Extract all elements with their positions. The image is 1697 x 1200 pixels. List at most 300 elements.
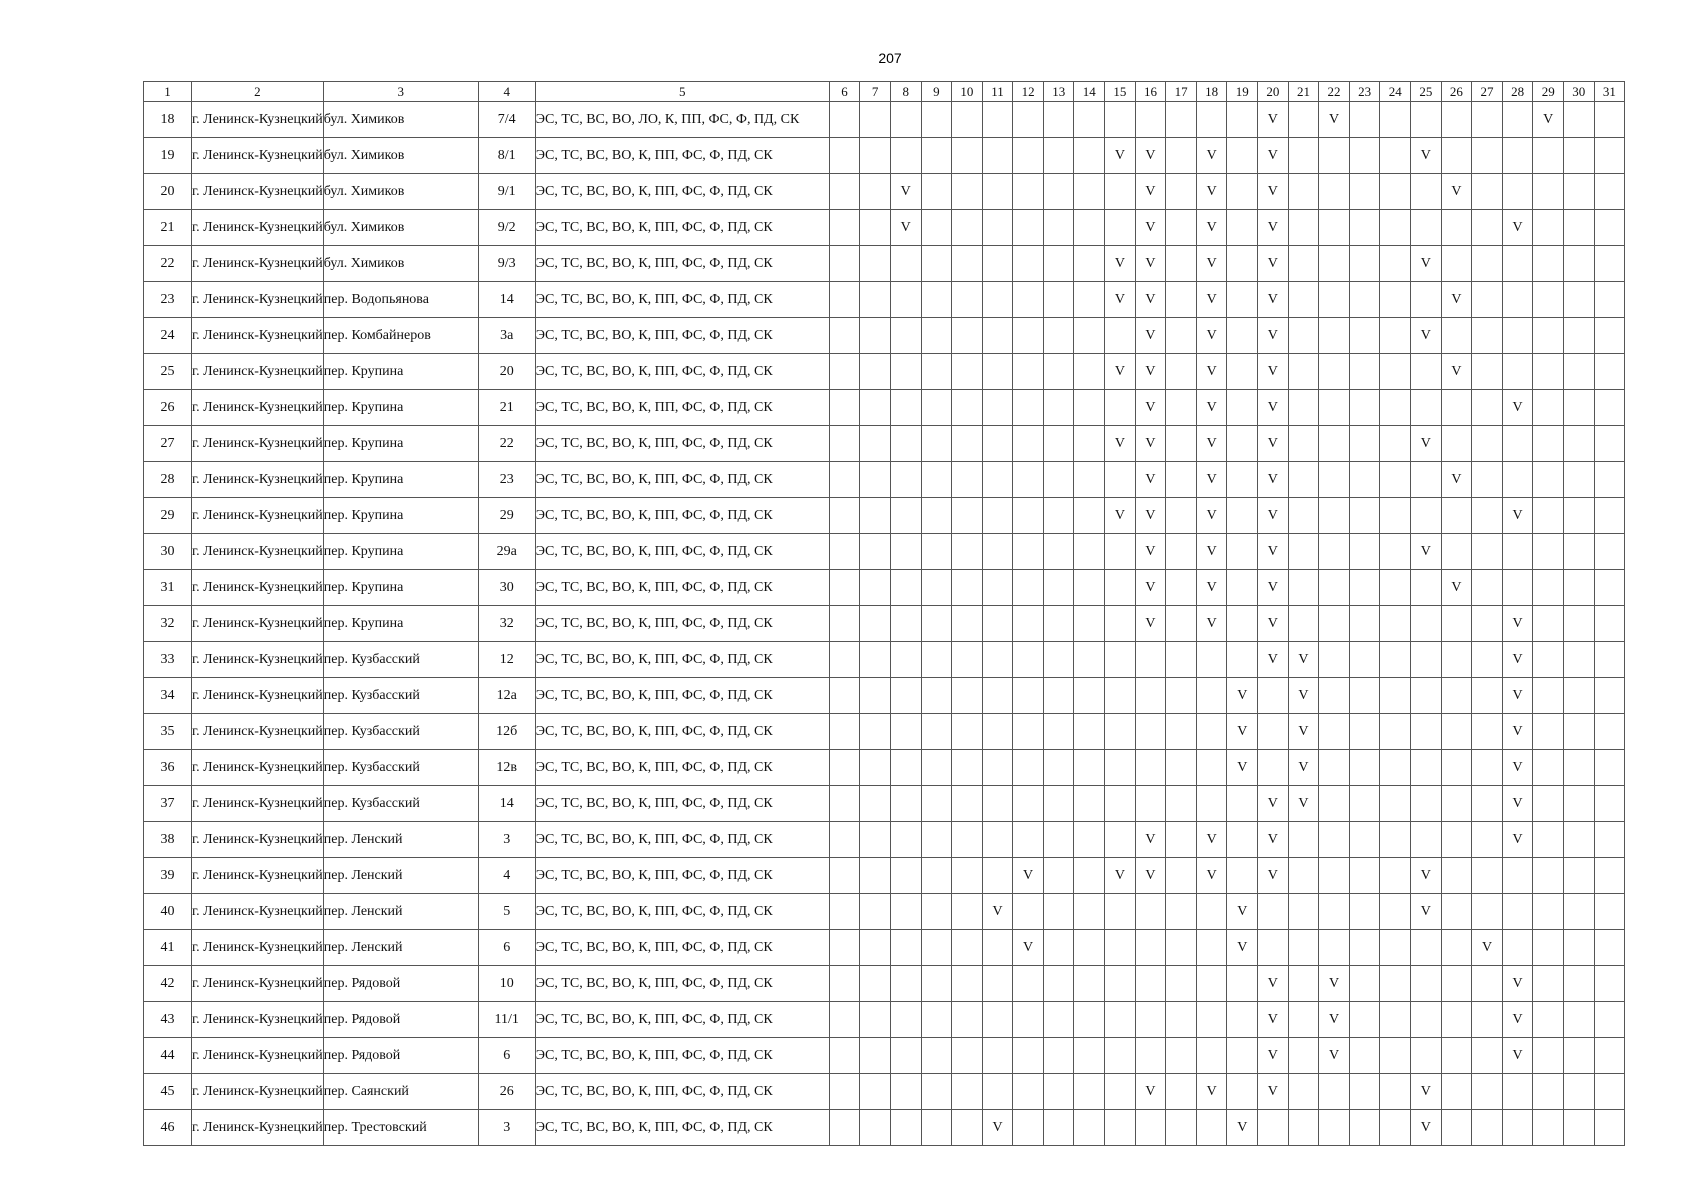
empty-cell-col-14 [1074,1038,1105,1074]
check-mark-col-21: V [1288,678,1319,714]
check-mark-col-16: V [1135,534,1166,570]
empty-cell-col-11 [982,210,1013,246]
empty-cell-col-30 [1563,714,1594,750]
empty-cell-col-23 [1349,1074,1380,1110]
check-mark-col-16: V [1135,282,1166,318]
check-mark-col-20: V [1258,246,1289,282]
empty-cell-col-11 [982,174,1013,210]
house-number-cell: 14 [478,282,535,318]
empty-cell-col-15 [1105,570,1136,606]
empty-cell-col-24 [1380,462,1411,498]
check-mark-col-18: V [1196,246,1227,282]
check-mark-col-28: V [1502,1038,1533,1074]
empty-cell-col-7 [860,498,891,534]
empty-cell-col-8 [890,246,921,282]
empty-cell-col-14 [1074,786,1105,822]
empty-cell-col-9 [921,282,952,318]
empty-cell-col-30 [1563,1038,1594,1074]
empty-cell-col-19 [1227,1002,1258,1038]
empty-cell-col-12 [1013,1074,1044,1110]
empty-cell-col-29 [1533,534,1564,570]
empty-cell-col-23 [1349,390,1380,426]
check-mark-col-20: V [1258,786,1289,822]
empty-cell-col-31 [1594,354,1625,390]
street-cell: пер. Ленский [323,894,478,930]
empty-cell-col-17 [1166,210,1197,246]
empty-cell-col-31 [1594,246,1625,282]
empty-cell-col-29 [1533,678,1564,714]
empty-cell-col-12 [1013,174,1044,210]
city-cell: г. Ленинск-Кузнецкий [192,534,324,570]
empty-cell-col-29 [1533,210,1564,246]
empty-cell-col-27 [1472,318,1503,354]
empty-cell-col-27 [1472,606,1503,642]
empty-cell-col-12 [1013,534,1044,570]
empty-cell-col-8 [890,930,921,966]
empty-cell-col-30 [1563,534,1594,570]
house-number-cell: 22 [478,426,535,462]
empty-cell-col-23 [1349,786,1380,822]
empty-cell-col-28 [1502,462,1533,498]
empty-cell-col-25 [1411,786,1442,822]
empty-cell-col-8 [890,822,921,858]
empty-cell-col-19 [1227,822,1258,858]
empty-cell-col-7 [860,930,891,966]
empty-cell-col-24 [1380,1002,1411,1038]
system-types-cell: ЭС, ТС, ВС, ВО, К, ПП, ФС, Ф, ПД, СК [535,462,829,498]
empty-cell-col-23 [1349,606,1380,642]
empty-cell-col-15 [1105,678,1136,714]
empty-cell-col-31 [1594,138,1625,174]
house-number-cell: 9/1 [478,174,535,210]
row-number: 38 [144,822,192,858]
city-cell: г. Ленинск-Кузнецкий [192,858,324,894]
check-mark-col-11: V [982,1110,1013,1146]
empty-cell-col-12 [1013,642,1044,678]
empty-cell-col-27 [1472,570,1503,606]
empty-cell-col-22 [1319,174,1350,210]
empty-cell-col-25 [1411,930,1442,966]
empty-cell-col-22 [1319,426,1350,462]
table-row [144,282,1625,318]
street-cell: пер. Крупина [323,570,478,606]
check-mark-col-28: V [1502,678,1533,714]
empty-cell-col-14 [1074,138,1105,174]
check-mark-col-18: V [1196,858,1227,894]
empty-cell-col-19 [1227,606,1258,642]
empty-cell-col-30 [1563,930,1594,966]
house-number-cell: 29 [478,498,535,534]
system-types-cell: ЭС, ТС, ВС, ВО, К, ПП, ФС, Ф, ПД, СК [535,246,829,282]
empty-cell-col-31 [1594,282,1625,318]
city-cell: г. Ленинск-Кузнецкий [192,1002,324,1038]
table-row [144,1110,1625,1146]
system-types-cell: ЭС, ТС, ВС, ВО, К, ПП, ФС, Ф, ПД, СК [535,750,829,786]
empty-cell-col-19 [1227,138,1258,174]
check-mark-col-16: V [1135,1074,1166,1110]
empty-cell-col-11 [982,678,1013,714]
empty-cell-col-10 [952,1002,983,1038]
empty-cell-col-6 [829,498,860,534]
table-row [144,210,1625,246]
check-mark-col-15: V [1105,138,1136,174]
empty-cell-col-24 [1380,1110,1411,1146]
empty-cell-col-15 [1105,1038,1136,1074]
empty-cell-col-13 [1043,894,1074,930]
city-cell: г. Ленинск-Кузнецкий [192,642,324,678]
empty-cell-col-31 [1594,786,1625,822]
empty-cell-col-29 [1533,606,1564,642]
empty-cell-col-8 [890,966,921,1002]
empty-cell-col-27 [1472,354,1503,390]
empty-cell-col-28 [1502,426,1533,462]
empty-cell-col-22 [1319,282,1350,318]
empty-cell-col-24 [1380,282,1411,318]
empty-cell-col-13 [1043,570,1074,606]
table-row [144,1038,1625,1074]
city-cell: г. Ленинск-Кузнецкий [192,606,324,642]
table-row [144,1002,1625,1038]
empty-cell-col-25 [1411,462,1442,498]
empty-cell-col-11 [982,354,1013,390]
empty-cell-col-26 [1441,966,1472,1002]
empty-cell-col-24 [1380,714,1411,750]
empty-cell-col-11 [982,642,1013,678]
empty-cell-col-18 [1196,1038,1227,1074]
empty-cell-col-21 [1288,1074,1319,1110]
empty-cell-col-14 [1074,174,1105,210]
check-mark-col-29: V [1533,102,1564,138]
system-types-cell: ЭС, ТС, ВС, ВО, К, ПП, ФС, Ф, ПД, СК [535,858,829,894]
city-cell: г. Ленинск-Кузнецкий [192,930,324,966]
row-number: 21 [144,210,192,246]
empty-cell-col-11 [982,318,1013,354]
empty-cell-col-6 [829,210,860,246]
street-cell: пер. Крупина [323,462,478,498]
empty-cell-col-11 [982,714,1013,750]
empty-cell-col-13 [1043,282,1074,318]
row-number: 22 [144,246,192,282]
check-mark-col-20: V [1258,282,1289,318]
empty-cell-col-13 [1043,1038,1074,1074]
column-header-31: 31 [1594,82,1625,102]
empty-cell-col-27 [1472,894,1503,930]
empty-cell-col-11 [982,1074,1013,1110]
city-cell: г. Ленинск-Кузнецкий [192,966,324,1002]
empty-cell-col-24 [1380,138,1411,174]
house-number-cell: 23 [478,462,535,498]
check-mark-col-8: V [890,210,921,246]
row-number: 39 [144,858,192,894]
check-mark-col-16: V [1135,462,1166,498]
empty-cell-col-9 [921,426,952,462]
empty-cell-col-31 [1594,750,1625,786]
street-cell: пер. Комбайнеров [323,318,478,354]
empty-cell-col-7 [860,426,891,462]
row-number: 30 [144,534,192,570]
empty-cell-col-18 [1196,930,1227,966]
check-mark-col-18: V [1196,1074,1227,1110]
empty-cell-col-27 [1472,642,1503,678]
city-cell: г. Ленинск-Кузнецкий [192,246,324,282]
check-mark-col-16: V [1135,858,1166,894]
empty-cell-col-15 [1105,714,1136,750]
empty-cell-col-10 [952,858,983,894]
empty-cell-col-17 [1166,318,1197,354]
empty-cell-col-13 [1043,1002,1074,1038]
empty-cell-col-12 [1013,822,1044,858]
empty-cell-col-18 [1196,714,1227,750]
system-types-cell: ЭС, ТС, ВС, ВО, К, ПП, ФС, Ф, ПД, СК [535,174,829,210]
empty-cell-col-15 [1105,174,1136,210]
empty-cell-col-13 [1043,930,1074,966]
row-number: 37 [144,786,192,822]
empty-cell-col-21 [1288,102,1319,138]
system-types-cell: ЭС, ТС, ВС, ВО, ЛО, К, ПП, ФС, Ф, ПД, СК [535,102,829,138]
empty-cell-col-7 [860,642,891,678]
empty-cell-col-8 [890,642,921,678]
empty-cell-col-7 [860,138,891,174]
empty-cell-col-27 [1472,678,1503,714]
empty-cell-col-17 [1166,1074,1197,1110]
empty-cell-col-26 [1441,246,1472,282]
empty-cell-col-22 [1319,534,1350,570]
empty-cell-col-19 [1227,426,1258,462]
system-types-cell: ЭС, ТС, ВС, ВО, К, ПП, ФС, Ф, ПД, СК [535,210,829,246]
system-types-cell: ЭС, ТС, ВС, ВО, К, ПП, ФС, Ф, ПД, СК [535,786,829,822]
street-cell: пер. Рядовой [323,1002,478,1038]
empty-cell-col-20 [1258,930,1289,966]
column-header-5: 5 [535,82,829,102]
empty-cell-col-9 [921,894,952,930]
house-number-cell: 4 [478,858,535,894]
empty-cell-col-23 [1349,426,1380,462]
empty-cell-col-15 [1105,210,1136,246]
empty-cell-col-30 [1563,1110,1594,1146]
street-cell: пер. Кузбасский [323,714,478,750]
check-mark-col-20: V [1258,966,1289,1002]
empty-cell-col-26 [1441,138,1472,174]
empty-cell-col-15 [1105,1110,1136,1146]
empty-cell-col-11 [982,426,1013,462]
empty-cell-col-19 [1227,1074,1258,1110]
empty-cell-col-22 [1319,462,1350,498]
check-mark-col-15: V [1105,858,1136,894]
empty-cell-col-15 [1105,462,1136,498]
empty-cell-col-6 [829,534,860,570]
empty-cell-col-21 [1288,534,1319,570]
empty-cell-col-21 [1288,1038,1319,1074]
empty-cell-col-26 [1441,1074,1472,1110]
empty-cell-col-6 [829,174,860,210]
empty-cell-col-25 [1411,678,1442,714]
column-header-23: 23 [1349,82,1380,102]
check-mark-col-19: V [1227,714,1258,750]
system-types-cell: ЭС, ТС, ВС, ВО, К, ПП, ФС, Ф, ПД, СК [535,1002,829,1038]
empty-cell-col-24 [1380,678,1411,714]
empty-cell-col-16 [1135,1002,1166,1038]
empty-cell-col-18 [1196,1110,1227,1146]
check-mark-col-20: V [1258,318,1289,354]
empty-cell-col-22 [1319,354,1350,390]
empty-cell-col-22 [1319,138,1350,174]
empty-cell-col-25 [1411,1002,1442,1038]
row-number: 19 [144,138,192,174]
empty-cell-col-28 [1502,894,1533,930]
empty-cell-col-26 [1441,930,1472,966]
column-header-14: 14 [1074,82,1105,102]
check-mark-col-19: V [1227,750,1258,786]
empty-cell-col-17 [1166,714,1197,750]
empty-cell-col-6 [829,714,860,750]
empty-cell-col-30 [1563,210,1594,246]
empty-cell-col-7 [860,102,891,138]
system-types-cell: ЭС, ТС, ВС, ВО, К, ПП, ФС, Ф, ПД, СК [535,894,829,930]
empty-cell-col-29 [1533,390,1564,426]
empty-cell-col-6 [829,1110,860,1146]
empty-cell-col-15 [1105,318,1136,354]
empty-cell-col-25 [1411,174,1442,210]
empty-cell-col-9 [921,930,952,966]
row-number: 28 [144,462,192,498]
check-mark-col-28: V [1502,210,1533,246]
house-number-cell: 9/2 [478,210,535,246]
empty-cell-col-23 [1349,894,1380,930]
empty-cell-col-13 [1043,354,1074,390]
empty-cell-col-22 [1319,714,1350,750]
empty-cell-col-8 [890,570,921,606]
empty-cell-col-31 [1594,606,1625,642]
empty-cell-col-10 [952,786,983,822]
empty-cell-col-26 [1441,210,1472,246]
check-mark-col-20: V [1258,858,1289,894]
empty-cell-col-16 [1135,714,1166,750]
empty-cell-col-13 [1043,534,1074,570]
column-header-30: 30 [1563,82,1594,102]
empty-cell-col-31 [1594,174,1625,210]
empty-cell-col-29 [1533,642,1564,678]
system-types-cell: ЭС, ТС, ВС, ВО, К, ПП, ФС, Ф, ПД, СК [535,282,829,318]
empty-cell-col-21 [1288,390,1319,426]
empty-cell-col-29 [1533,282,1564,318]
table-row [144,678,1625,714]
check-mark-col-25: V [1411,246,1442,282]
empty-cell-col-26 [1441,858,1472,894]
street-cell: пер. Рядовой [323,966,478,1002]
empty-cell-col-12 [1013,390,1044,426]
empty-cell-col-10 [952,210,983,246]
empty-cell-col-26 [1441,894,1472,930]
check-mark-col-8: V [890,174,921,210]
empty-cell-col-14 [1074,570,1105,606]
column-header-2: 2 [192,82,324,102]
empty-cell-col-16 [1135,894,1166,930]
empty-cell-col-13 [1043,1074,1074,1110]
empty-cell-col-26 [1441,678,1472,714]
empty-cell-col-29 [1533,1074,1564,1110]
empty-cell-col-31 [1594,570,1625,606]
city-cell: г. Ленинск-Кузнецкий [192,354,324,390]
house-number-cell: 3 [478,1110,535,1146]
empty-cell-col-6 [829,606,860,642]
check-mark-col-18: V [1196,822,1227,858]
empty-cell-col-6 [829,822,860,858]
row-number: 40 [144,894,192,930]
system-types-cell: ЭС, ТС, ВС, ВО, К, ПП, ФС, Ф, ПД, СК [535,714,829,750]
header-row [144,82,1625,102]
house-number-cell: 10 [478,966,535,1002]
check-mark-col-18: V [1196,426,1227,462]
check-mark-col-28: V [1502,390,1533,426]
house-number-cell: 3 [478,822,535,858]
column-header-29: 29 [1533,82,1564,102]
street-cell: пер. Ленский [323,822,478,858]
empty-cell-col-27 [1472,786,1503,822]
street-cell: пер. Ленский [323,930,478,966]
empty-cell-col-12 [1013,606,1044,642]
empty-cell-col-22 [1319,930,1350,966]
check-mark-col-16: V [1135,246,1166,282]
empty-cell-col-28 [1502,858,1533,894]
empty-cell-col-29 [1533,426,1564,462]
empty-cell-col-7 [860,786,891,822]
check-mark-col-18: V [1196,210,1227,246]
empty-cell-col-29 [1533,246,1564,282]
empty-cell-col-23 [1349,282,1380,318]
check-mark-col-16: V [1135,390,1166,426]
check-mark-col-18: V [1196,282,1227,318]
empty-cell-col-10 [952,354,983,390]
check-mark-col-18: V [1196,138,1227,174]
empty-cell-col-30 [1563,462,1594,498]
empty-cell-col-8 [890,894,921,930]
row-number: 43 [144,1002,192,1038]
empty-cell-col-8 [890,390,921,426]
empty-cell-col-30 [1563,174,1594,210]
check-mark-col-18: V [1196,318,1227,354]
check-mark-col-15: V [1105,354,1136,390]
empty-cell-col-17 [1166,390,1197,426]
column-header-18: 18 [1196,82,1227,102]
empty-cell-col-25 [1411,210,1442,246]
city-cell: г. Ленинск-Кузнецкий [192,750,324,786]
empty-cell-col-19 [1227,786,1258,822]
empty-cell-col-9 [921,390,952,426]
empty-cell-col-19 [1227,858,1258,894]
empty-cell-col-27 [1472,498,1503,534]
empty-cell-col-20 [1258,678,1289,714]
empty-cell-col-9 [921,318,952,354]
system-types-cell: ЭС, ТС, ВС, ВО, К, ПП, ФС, Ф, ПД, СК [535,498,829,534]
table-row [144,426,1625,462]
empty-cell-col-6 [829,570,860,606]
city-cell: г. Ленинск-Кузнецкий [192,390,324,426]
empty-cell-col-27 [1472,1038,1503,1074]
check-mark-col-20: V [1258,606,1289,642]
empty-cell-col-17 [1166,138,1197,174]
empty-cell-col-29 [1533,498,1564,534]
system-types-cell: ЭС, ТС, ВС, ВО, К, ПП, ФС, Ф, ПД, СК [535,1074,829,1110]
empty-cell-col-9 [921,1002,952,1038]
city-cell: г. Ленинск-Кузнецкий [192,498,324,534]
empty-cell-col-23 [1349,462,1380,498]
row-number: 34 [144,678,192,714]
empty-cell-col-10 [952,606,983,642]
empty-cell-col-10 [952,570,983,606]
check-mark-col-26: V [1441,462,1472,498]
empty-cell-col-21 [1288,462,1319,498]
empty-cell-col-14 [1074,210,1105,246]
